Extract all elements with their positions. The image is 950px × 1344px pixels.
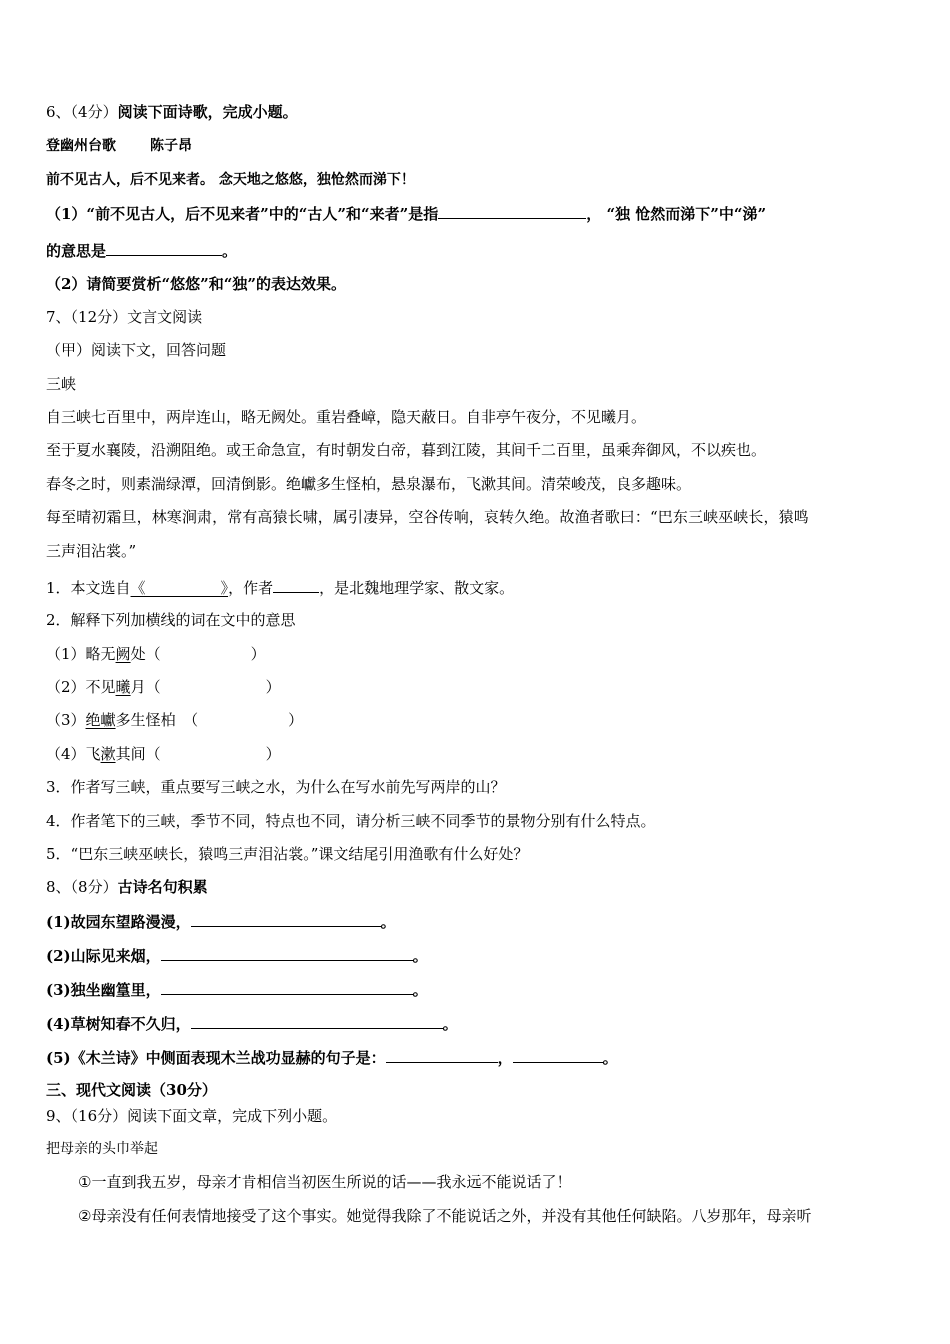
q6-sub1-text-b: ， “独 怆然而涕下”中“涕” bbox=[586, 205, 767, 223]
passage-paragraph-3: 春冬之时，则素湍绿潭，回清倒影。绝巘多生怪柏，悬泉瀑布，飞漱其间。清荣峻茂，良多趣味。 bbox=[46, 475, 692, 493]
word-item-blank[interactable]: 其间（ ） bbox=[115, 745, 281, 763]
q7-sub4: 4．作者笔下的三峡，季节不同，特点也不同，请分析三峡不同季节的景物分别有什么特点。 bbox=[46, 812, 656, 830]
q6-sub2: （2）请简要赏析“悠悠”和“独”的表达效果。 bbox=[46, 275, 346, 293]
verse-prompt: (4)草树知春不久归， bbox=[46, 1015, 191, 1033]
q8-heading bbox=[46, 877, 208, 897]
book-title-blank[interactable]: 《 》 bbox=[130, 579, 229, 597]
answer-blank[interactable] bbox=[161, 945, 413, 961]
section-3-heading: 三、现代文阅读（30分） bbox=[46, 1081, 217, 1099]
poem-title: 登幽州台歌 bbox=[46, 138, 116, 154]
word-item-prefix: （1）略无 bbox=[46, 645, 116, 663]
word-item-blank[interactable]: 多生怪柏 （ ） bbox=[115, 711, 304, 729]
q6-sub1-text-a: （1）“前不见古人，后不见来者”中的“古人”和“来者”是指 bbox=[46, 205, 439, 223]
verse-prompt: (2)山际见来烟， bbox=[46, 947, 161, 965]
answer-blank[interactable] bbox=[191, 1013, 443, 1029]
q7-sub1-text-a: 1．本文选自 bbox=[46, 579, 131, 597]
q8-item-5 bbox=[46, 1047, 618, 1068]
poem-author: 陈子昂 bbox=[150, 138, 192, 154]
word-item-prefix: （2）不见 bbox=[46, 678, 116, 696]
answer-blank[interactable] bbox=[513, 1047, 603, 1063]
verse-end: 。 bbox=[602, 1049, 618, 1067]
word-item-1 bbox=[46, 644, 266, 664]
verse-comma: ， bbox=[497, 1049, 513, 1067]
answer-blank[interactable] bbox=[191, 911, 381, 927]
author-blank[interactable] bbox=[273, 577, 319, 593]
underlined-word: 绝巘 bbox=[85, 711, 116, 729]
word-item-4 bbox=[46, 744, 281, 764]
word-item-2 bbox=[46, 677, 281, 697]
q7-sub2: 2．解释下列加横线的词在文中的意思 bbox=[46, 611, 296, 629]
article-paragraph-2: ②母亲没有任何表情地接受了这个事实。她觉得我除了不能说话之外，并没有其他任何缺陷。八岁那年，母亲听 bbox=[78, 1207, 812, 1225]
verse-end: 。 bbox=[412, 947, 428, 965]
underlined-word: 漱 bbox=[100, 745, 116, 763]
verse-prompt: (1)故园东望路漫漫， bbox=[46, 913, 191, 931]
word-item-blank[interactable]: 月（ ） bbox=[130, 678, 281, 696]
passage-paragraph-1: 自三峡七百里中，两岸连山，略无阙处。重岩叠嶂，隐天蔽日。自非亭午夜分，不见曦月。 bbox=[46, 408, 647, 426]
verse-prompt: (3)独坐幽篁里， bbox=[46, 981, 161, 999]
q7-sub3: 3．作者写三峡，重点要写三峡之水，为什么在写水前先写两岸的山？ bbox=[46, 778, 506, 796]
poem-lines: 前不见古人，后不见来者。 念天地之悠悠，独怆然而涕下！ bbox=[46, 172, 415, 188]
passage-title: 三峡 bbox=[46, 375, 77, 393]
word-item-3 bbox=[46, 710, 303, 730]
article-paragraph-1: ①一直到我五岁，母亲才肯相信当初医生所说的话——我永远不能说话了！ bbox=[78, 1173, 572, 1191]
q6-sub1-end: 。 bbox=[222, 242, 238, 260]
q7-part-a: （甲）阅读下文，回答问题 bbox=[46, 341, 227, 359]
passage-paragraph-2: 至于夏水襄陵，沿溯阻绝。或王命急宣，有时朝发白帝，暮到江陵，其间千二百里，虽乘奔御风，不以疾也。 bbox=[46, 441, 767, 459]
q7-heading: 7、（12分）文言文阅读 bbox=[46, 308, 203, 326]
answer-blank[interactable] bbox=[386, 1047, 498, 1063]
underlined-word: 曦 bbox=[115, 678, 131, 696]
q8-item-4 bbox=[46, 1013, 458, 1034]
word-item-blank[interactable]: 处（ ） bbox=[130, 645, 266, 663]
q6-heading bbox=[46, 102, 298, 122]
q8-item-2 bbox=[46, 945, 428, 966]
q8-item-1 bbox=[46, 911, 396, 932]
verse-end: 。 bbox=[412, 981, 428, 999]
q8-heading-text: 古诗名句积累 bbox=[117, 878, 208, 896]
passage-paragraph-4-cont: 三声泪沾裳。” bbox=[46, 542, 137, 560]
article-title: 把母亲的头巾举起 bbox=[46, 1141, 158, 1157]
q7-sub1-text-c: ，是北魏地理学家、散文家。 bbox=[319, 579, 515, 597]
q7-sub1-text-b: ，作者 bbox=[228, 579, 274, 597]
verse-end: 。 bbox=[380, 913, 396, 931]
passage-paragraph-4: 每至晴初霜旦，林寒涧肃，常有高猿长啸，属引凄异，空谷传响，哀转久绝。故渔者歌曰：“巴东三峡巫峡长，猿鸣 bbox=[46, 508, 809, 526]
underlined-word: 阙 bbox=[115, 645, 131, 663]
q6-sub1-line2 bbox=[46, 240, 237, 261]
q7-sub5: 5．“巴东三峡巫峡长，猿鸣三声泪沾裳。”课文结尾引用渔歌有什么好处？ bbox=[46, 845, 529, 863]
q9-heading: 9、（16分）阅读下面文章，完成下列小题。 bbox=[46, 1107, 338, 1125]
q6-sub1-line1 bbox=[46, 203, 766, 224]
word-item-prefix: （4）飞 bbox=[46, 745, 101, 763]
q8-item-3 bbox=[46, 979, 428, 1000]
q6-heading-text: 阅读下面诗歌，完成小题。 bbox=[117, 103, 298, 121]
poem-title-line bbox=[46, 136, 192, 156]
answer-blank[interactable] bbox=[161, 979, 413, 995]
answer-blank[interactable] bbox=[438, 203, 586, 219]
answer-blank[interactable] bbox=[106, 240, 222, 256]
q6-number: 6、（4分） bbox=[46, 103, 118, 121]
word-item-prefix: （3） bbox=[46, 711, 86, 729]
q8-number: 8、（8分） bbox=[46, 878, 118, 896]
verse-end: 。 bbox=[442, 1015, 458, 1033]
verse-prompt: (5)《木兰诗》中侧面表现木兰战功显赫的句子是： bbox=[46, 1049, 386, 1067]
q6-sub1-text-c: 的意思是 bbox=[46, 242, 107, 260]
q7-sub1 bbox=[46, 577, 514, 598]
